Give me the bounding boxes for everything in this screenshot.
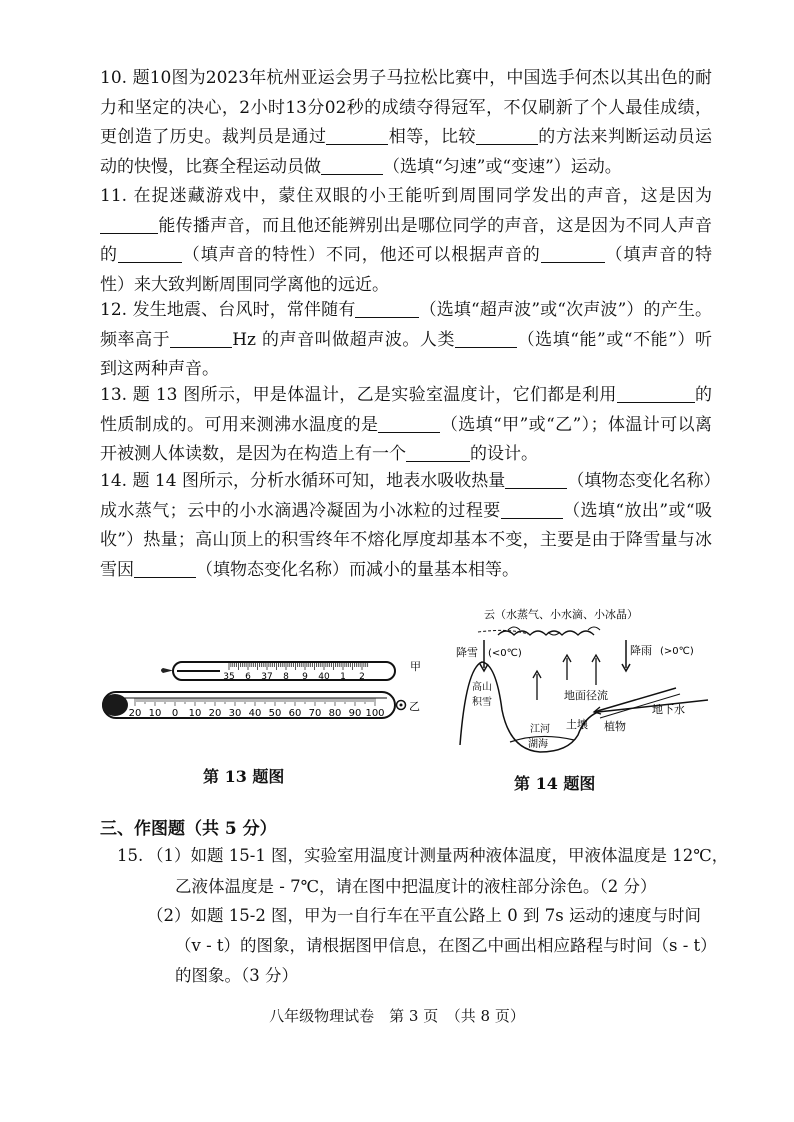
fig13-label-yi: 乙	[409, 700, 420, 713]
q10-text-3: 的方法来判断运动员运动的快慢，比赛全程运动员做	[100, 127, 713, 177]
question-10	[100, 64, 712, 182]
q10-text-1: 10. 题10图为2023年杭州亚运会男子马拉松比赛中，中国选手何杰以其出色的耐力和坚定的决心，2小时13分02秒的成绩夺得冠军，不仅刷新了个人最佳成绩，更创造了历史。裁判员是通过	[100, 68, 712, 147]
clinical-tick-label: 35	[223, 672, 235, 682]
clinical-thermometer	[161, 662, 395, 682]
q13-text-2: 的性质制成的。可用来测沸水温度的是	[100, 385, 712, 435]
fig14-plants-label: 植物	[604, 720, 626, 733]
q11-blank-3[interactable]	[541, 244, 605, 263]
q15-1-line-1: （1）如题 15-1 图，实验室用温度计测量两种液体温度，甲液体温度是 12℃，	[147, 846, 729, 865]
q13-text-3: （选填“甲”或“乙”）；体温计可以离开被测人体读数，是因为在构造上有一个	[100, 414, 713, 464]
q10-text-2: 相等，比较	[388, 127, 476, 147]
q12-text-3: Hz 的声音叫做超声波。人类	[232, 329, 456, 350]
q11-text-3: （填声音的特性）不同，他还可以根据声音的	[181, 245, 541, 265]
q12-text-1: 12. 发生地震、台风时，常伴随有	[100, 300, 356, 320]
question-11	[100, 182, 712, 300]
q13-text-1: 13. 题 13 图所示，甲是体温计，乙是实验室温度计，它们都是利用	[100, 385, 617, 405]
fig14-rain-label: 降雨	[630, 644, 652, 657]
fig14-snow-label: 降雪	[456, 646, 478, 659]
question-14	[100, 467, 712, 585]
clinical-tick-label: 37	[261, 672, 273, 682]
q12-text-2: （选填“超声波”或“次声波”）的产生。频率高于	[100, 300, 712, 350]
lab-tick-label: 50	[268, 708, 282, 719]
lab-tick-label: 80	[328, 708, 342, 719]
clinical-tick-label: 8	[283, 672, 289, 682]
fig13-label-jia: 甲	[410, 660, 421, 673]
lab-tick-label: 90	[348, 708, 362, 719]
page-footer: 八年级物理试卷 第 3 页 （共 8 页）	[269, 1007, 525, 1025]
q14-blank-2[interactable]	[501, 500, 563, 519]
fig14-lake-label: 湖海	[528, 739, 548, 750]
lab-tick-label: 0	[171, 708, 179, 719]
q11-blank-1[interactable]	[100, 215, 158, 234]
fig14-caption: 第 14 题图	[514, 774, 596, 793]
q14-blank-3[interactable]	[134, 559, 196, 578]
q15-2-line-1: （2）如题 15-2 图，甲为一自行车在平直公路上 0 到 7s 运动的速度与时间	[147, 906, 701, 925]
lab-tick-label: 70	[308, 708, 322, 719]
clinical-tick-label: 9	[302, 672, 308, 682]
q14-text-4: （填物态变化名称）而减小的量基本相等。	[196, 559, 519, 580]
q10-blank-2[interactable]	[476, 126, 538, 145]
fig14-snowpack-label: 积雪	[472, 697, 492, 708]
section-3-title: 三、作图题（共 5 分）	[100, 819, 277, 839]
q13-text-4: 的设计。	[470, 444, 538, 464]
q11-text-2: 能传播声音，而且他还能辨别出是哪位同学的声音，这是因为不同人声音的	[100, 215, 712, 265]
fig14-cloud-label: 云（水蒸气、小水滴、小冰晶）	[484, 608, 638, 621]
q12-blank-3[interactable]	[455, 329, 517, 348]
q15-number: 15.	[117, 846, 144, 865]
q14-text-3: （选填“放出”或“吸收”）热量；高山顶上的积雪终年不熔化厚度却基本不变，主要是由于降雪量与冰雪因	[100, 500, 712, 580]
q10-blank-1[interactable]	[326, 126, 388, 145]
q14-blank-1[interactable]	[505, 470, 567, 489]
clinical-tick-label: 6	[245, 672, 251, 682]
lab-tick-label: 30	[228, 708, 242, 719]
q11-text-1: 11. 在捉迷藏游戏中，蒙住双眼的小王能听到周围同学发出的声音，这是因为	[100, 186, 712, 206]
lab-tick-label: 40	[248, 708, 262, 719]
lab-thermometer	[102, 692, 406, 719]
question-12	[100, 296, 712, 385]
fig14-snow-temp: (<0℃)	[488, 648, 522, 659]
lab-tick-label: 20	[208, 708, 222, 719]
fig14-mountain-label: 高山	[472, 682, 492, 693]
lab-tick-label: 10	[188, 708, 202, 719]
q11-blank-2[interactable]	[118, 244, 182, 263]
q12-text-4: （选填“能”或“不能”）听到这两种声音。	[100, 329, 713, 379]
lab-tick-label: 20	[128, 708, 142, 719]
q14-text-2: （填物态变化名称）成水蒸气；云中的小水滴遇冷凝固为小冰粒的过程要	[100, 471, 712, 521]
fig14-runoff-label: 地面径流	[564, 689, 608, 702]
fig14-river-label: 江河	[530, 724, 550, 735]
clinical-tick-label: 1	[340, 672, 346, 682]
q12-blank-2[interactable]	[170, 329, 232, 348]
q13-blank-1[interactable]	[617, 384, 695, 403]
q10-blank-3[interactable]	[321, 156, 383, 175]
fig14-rain-temp: (>0℃)	[660, 646, 694, 657]
q10-text-4: （选填“匀速”或“变速”）运动。	[383, 156, 622, 177]
q12-blank-1[interactable]	[355, 299, 419, 318]
lab-tick-label: 10	[148, 708, 162, 719]
lab-tick-label: 60	[288, 708, 302, 719]
fig14-groundwater-label: 地下水	[652, 703, 685, 716]
fig14-soil-label: 土壤	[566, 718, 588, 731]
q13-blank-3[interactable]	[406, 443, 470, 462]
q11-text-4: （填声音的特性）来大致判断周围同学离他的远近。	[100, 245, 713, 295]
q15-1-line-2: 乙液体温度是 - 7℃，请在图中把温度计的液柱部分涂色。（2 分）	[175, 877, 657, 896]
cloud-shape	[498, 631, 594, 635]
q15-2-line-2: （v - t）的图象，请根据图甲信息，在图乙中画出相应路程与时间（s - t）	[175, 936, 717, 955]
question-13	[100, 381, 712, 470]
clinical-tick-label: 2	[359, 672, 365, 682]
clinical-tick-label: 40	[318, 672, 330, 682]
lab-tick-label: 100	[365, 708, 385, 719]
q15-2-line-3: 的图象。（3 分）	[175, 966, 298, 985]
figure-14-water-cycle	[448, 600, 718, 770]
fig13-caption: 第 13 题图	[203, 767, 285, 786]
q14-text-1: 14. 题 14 图所示，分析水循环可知，地表水吸收热量	[100, 471, 506, 491]
q13-blank-2[interactable]	[378, 414, 440, 433]
figure-13-thermometers	[95, 640, 430, 735]
